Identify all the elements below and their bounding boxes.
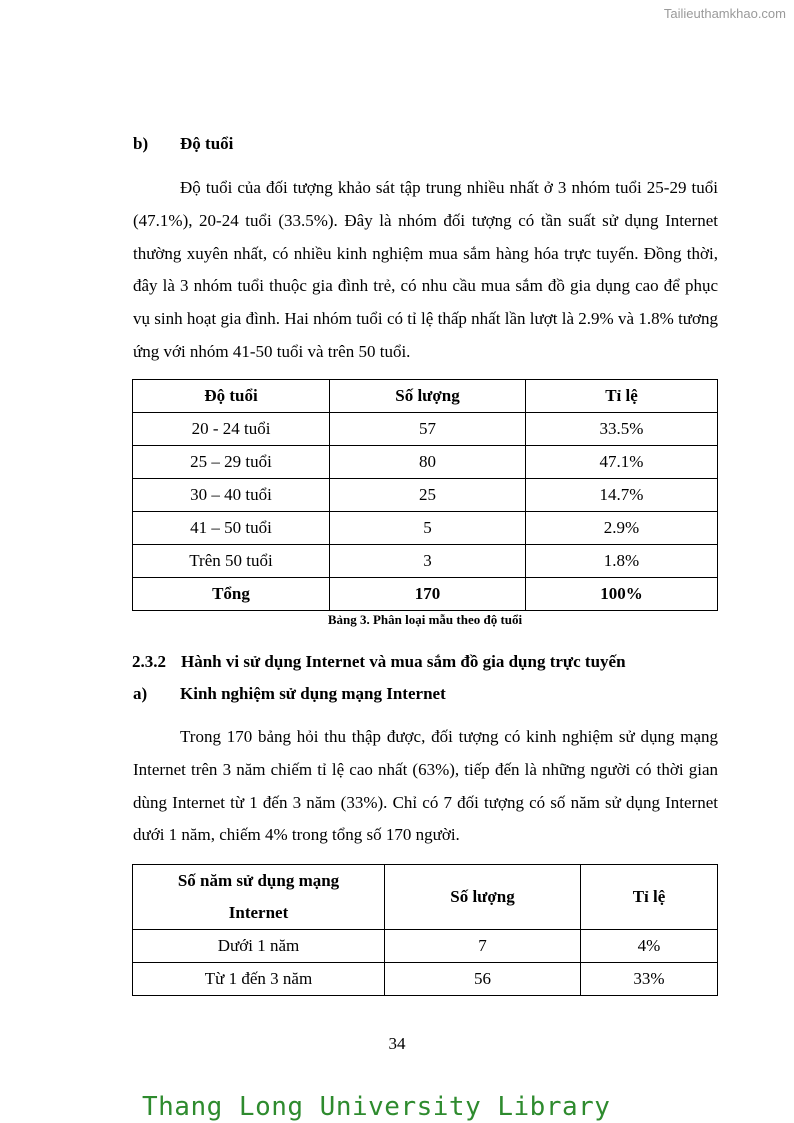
- table-cell: 14.7%: [526, 479, 718, 512]
- table-cell: 2.9%: [526, 512, 718, 545]
- table-header-cell: Tỉ lệ: [526, 380, 718, 413]
- table-cell: 25: [330, 479, 526, 512]
- table-row: [133, 479, 718, 512]
- watermark: Tailieuthamkhao.com: [663, 6, 786, 21]
- table-cell: 47.1%: [526, 446, 718, 479]
- table-cell: 3: [330, 545, 526, 578]
- table-row: [133, 545, 718, 578]
- internet-years-table: [132, 864, 718, 996]
- table-cell: Trên 50 tuổi: [133, 545, 330, 578]
- table-header-cell: Số lượng: [330, 380, 526, 413]
- table-cell: Từ 1 đến 3 năm: [133, 963, 385, 996]
- section-a-label: a): [133, 684, 148, 703]
- table-header-cell: Số năm sử dụng mạng Internet: [133, 865, 385, 930]
- table-header-cell: Tỉ lệ: [581, 865, 718, 930]
- table-cell: 4%: [581, 930, 718, 963]
- library-footer: Thang Long University Library: [142, 1092, 611, 1122]
- table-header-cell: Độ tuổi: [133, 380, 330, 413]
- table-row: [133, 512, 718, 545]
- page-number: 34: [388, 1034, 406, 1053]
- table-cell: 7: [385, 930, 581, 963]
- section-232-label: 2.3.2: [132, 652, 166, 671]
- table-cell: 25 – 29 tuổi: [133, 446, 330, 479]
- section-b-label: b): [133, 134, 149, 153]
- table-header-row: [133, 380, 718, 413]
- section-a-title: Kinh nghiệm sử dụng mạng Internet: [180, 684, 446, 703]
- table-cell: 80: [330, 446, 526, 479]
- section-a-heading: [133, 684, 446, 704]
- table-row: [133, 413, 718, 446]
- table-cell: 33%: [581, 963, 718, 996]
- paragraph-internet-experience: Trong 170 bảng hỏi thu thập được, đối tượng có kinh nghiệm sử dụng mạng Internet trên 3 năm chiếm tỉ lệ cao nhất (63%), tiếp đến là những người có thời gian dùng Internet từ 1 đến 3 năm (33%). Chỉ có 7 đối tượng có số năm sử dụng Internet dưới 1 năm, chiếm 4% trong tổng số 170 người.: [133, 727, 718, 845]
- section-232-heading: [132, 652, 626, 672]
- table-cell: 33.5%: [526, 413, 718, 446]
- table-row: [133, 930, 718, 963]
- table-row: [133, 446, 718, 479]
- section-232-title: Hành vi sử dụng Internet và mua sắm đồ gia dụng trực tuyến: [181, 652, 626, 671]
- table-cell: 57: [330, 413, 526, 446]
- age-table: [132, 379, 718, 611]
- section-b-heading: [133, 134, 234, 154]
- table-cell: Tổng: [133, 578, 330, 611]
- table-header-row: [133, 865, 718, 930]
- table-row: [133, 963, 718, 996]
- table-cell: 56: [385, 963, 581, 996]
- paragraph-age: Độ tuổi của đối tượng khảo sát tập trung nhiều nhất ở 3 nhóm tuổi 25-29 tuổi (47.1%), 20-24 tuổi (33.5%). Đây là nhóm đối tượng có tần suất sử dụng Internet thường xuyên nhất, có nhiều kinh nghiệm mua sắm hàng hóa trực tuyến. Đồng thời, đây là 3 nhóm tuổi thuộc gia đình trẻ, có nhu cầu mua sắm đồ gia dụng cao để phục vụ sinh hoạt gia đình. Hai nhóm tuổi có tỉ lệ thấp nhất lần lượt là 2.9% và 1.8% tương ứng với nhóm 41-50 tuổi và trên 50 tuổi.: [133, 178, 718, 361]
- table-cell: 1.8%: [526, 545, 718, 578]
- table-header-cell: Số lượng: [385, 865, 581, 930]
- table-cell: 30 – 40 tuổi: [133, 479, 330, 512]
- table-cell: 41 – 50 tuổi: [133, 512, 330, 545]
- table-cell: 170: [330, 578, 526, 611]
- table-caption: Bảng 3. Phân loại mẫu theo độ tuổi: [327, 612, 523, 627]
- table-cell: 20 - 24 tuổi: [133, 413, 330, 446]
- table-cell: 5: [330, 512, 526, 545]
- table-cell: Dưới 1 năm: [133, 930, 385, 963]
- table-cell: 100%: [526, 578, 718, 611]
- table-total-row: [133, 578, 718, 611]
- section-b-title: Độ tuổi: [180, 134, 234, 153]
